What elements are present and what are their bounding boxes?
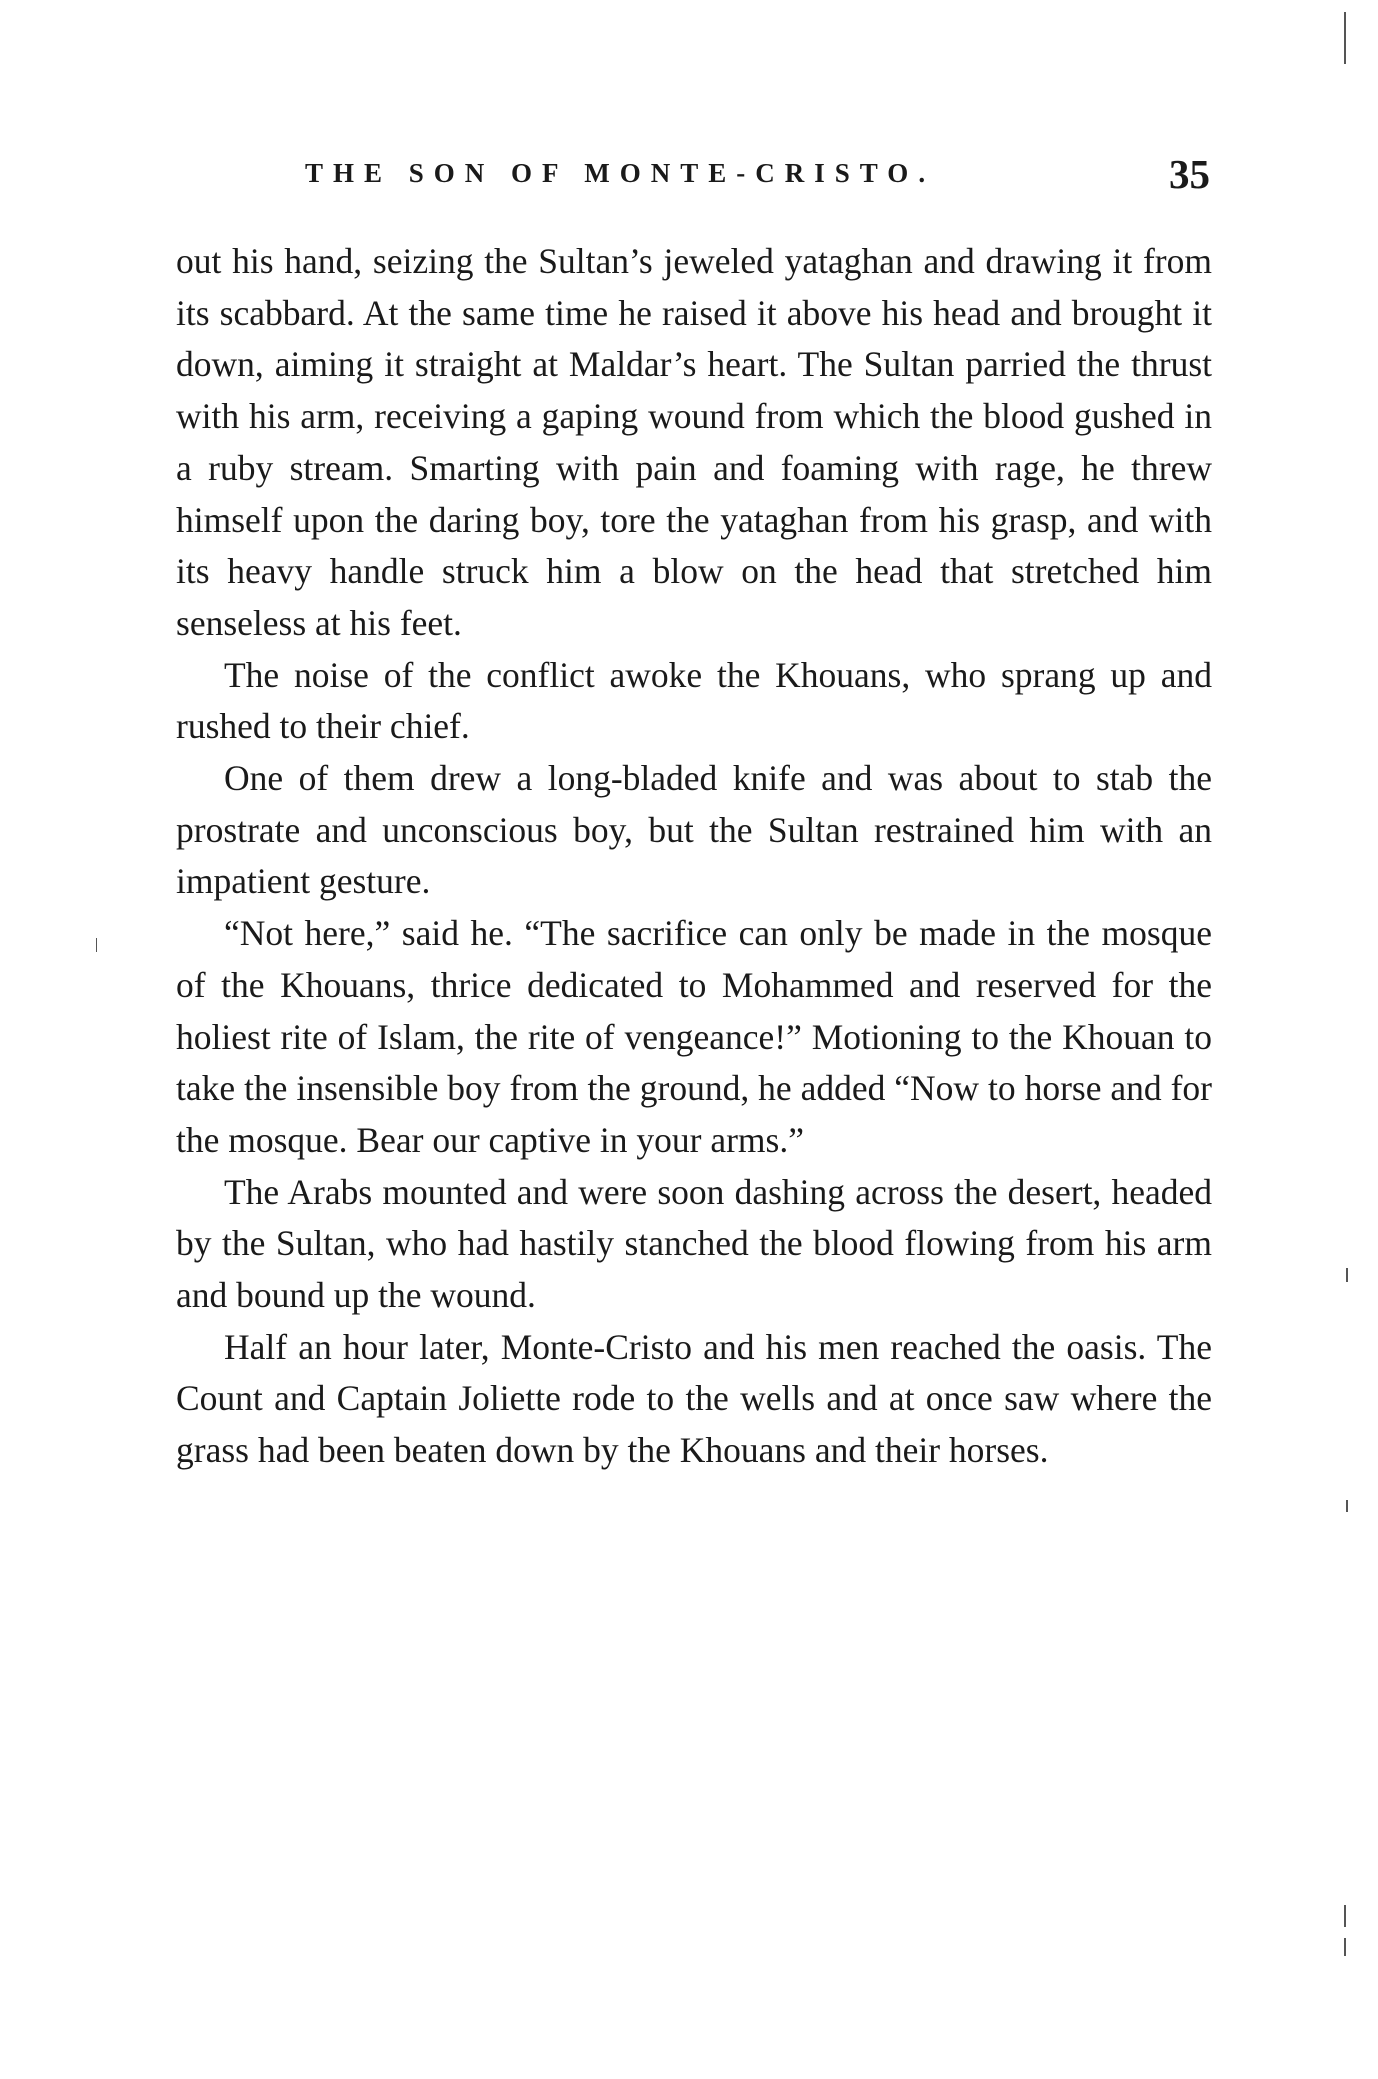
scan-edge-mark: [1346, 1268, 1348, 1282]
body-text: [176, 236, 1212, 1477]
paragraph-sultan-wounded: out his hand, seizing the Sultan’s jeweled yataghan and drawing it from its scabbard. At the same time he raised it above his head and brought it down, aiming it straight at Maldar’s heart. The Sultan parried the thrust with his arm, receiving a gaping wound from which the blood gushed in a ruby stream. Smarting with pain and foaming with rage, he threw himself upon the daring boy, tore the yataghan from his grasp, and with its heavy handle struck him a blow on the head that stretched him senseless at his feet.: [176, 241, 1212, 643]
scan-edge-mark: [1344, 1905, 1346, 1927]
scan-edge-mark: [96, 938, 97, 952]
page-number: 35: [1169, 151, 1210, 197]
scan-edge-mark: [1344, 12, 1346, 64]
paragraph-monte-cristo-arrives: Half an hour later, Monte-Cristo and his men reached the oasis. The Count and Captain Joliette rode to the wells and at once saw where the grass had been beaten down by the Khouans and their horses.: [176, 1326, 1212, 1471]
paragraph-sultan-speech: “Not here,” said he. “The sacrifice can only be made in the mosque of the Khouans, thrice dedicated to Mohammed and reserved for the holiest rite of Islam, the rite of vengeance!” Motioning to the Khouan to take the insensible boy from the ground, he added “Now to horse and for the mosque. Bear our captive in your arms.”: [176, 913, 1212, 1160]
scan-edge-mark: [1344, 1938, 1346, 1956]
paragraph-arabs-ride: The Arabs mounted and were soon dashing across the desert, headed by the Sultan, who had hastily stanched the blood flowing from his arm and bound up the wound.: [176, 1171, 1212, 1316]
paragraph-knife-restrained: One of them drew a long-bladed knife and was about to stab the prostrate and unconscious boy, but the Sultan restrained him with an impatient gesture.: [176, 758, 1212, 902]
paragraph-khouans-awake: The noise of the conflict awoke the Khouans, who sprang up and rushed to their chief.: [176, 654, 1212, 747]
running-head: [290, 150, 1210, 200]
scan-edge-mark: [1346, 1500, 1348, 1512]
running-title: THE SON OF MONTE-CRISTO.: [305, 158, 936, 188]
